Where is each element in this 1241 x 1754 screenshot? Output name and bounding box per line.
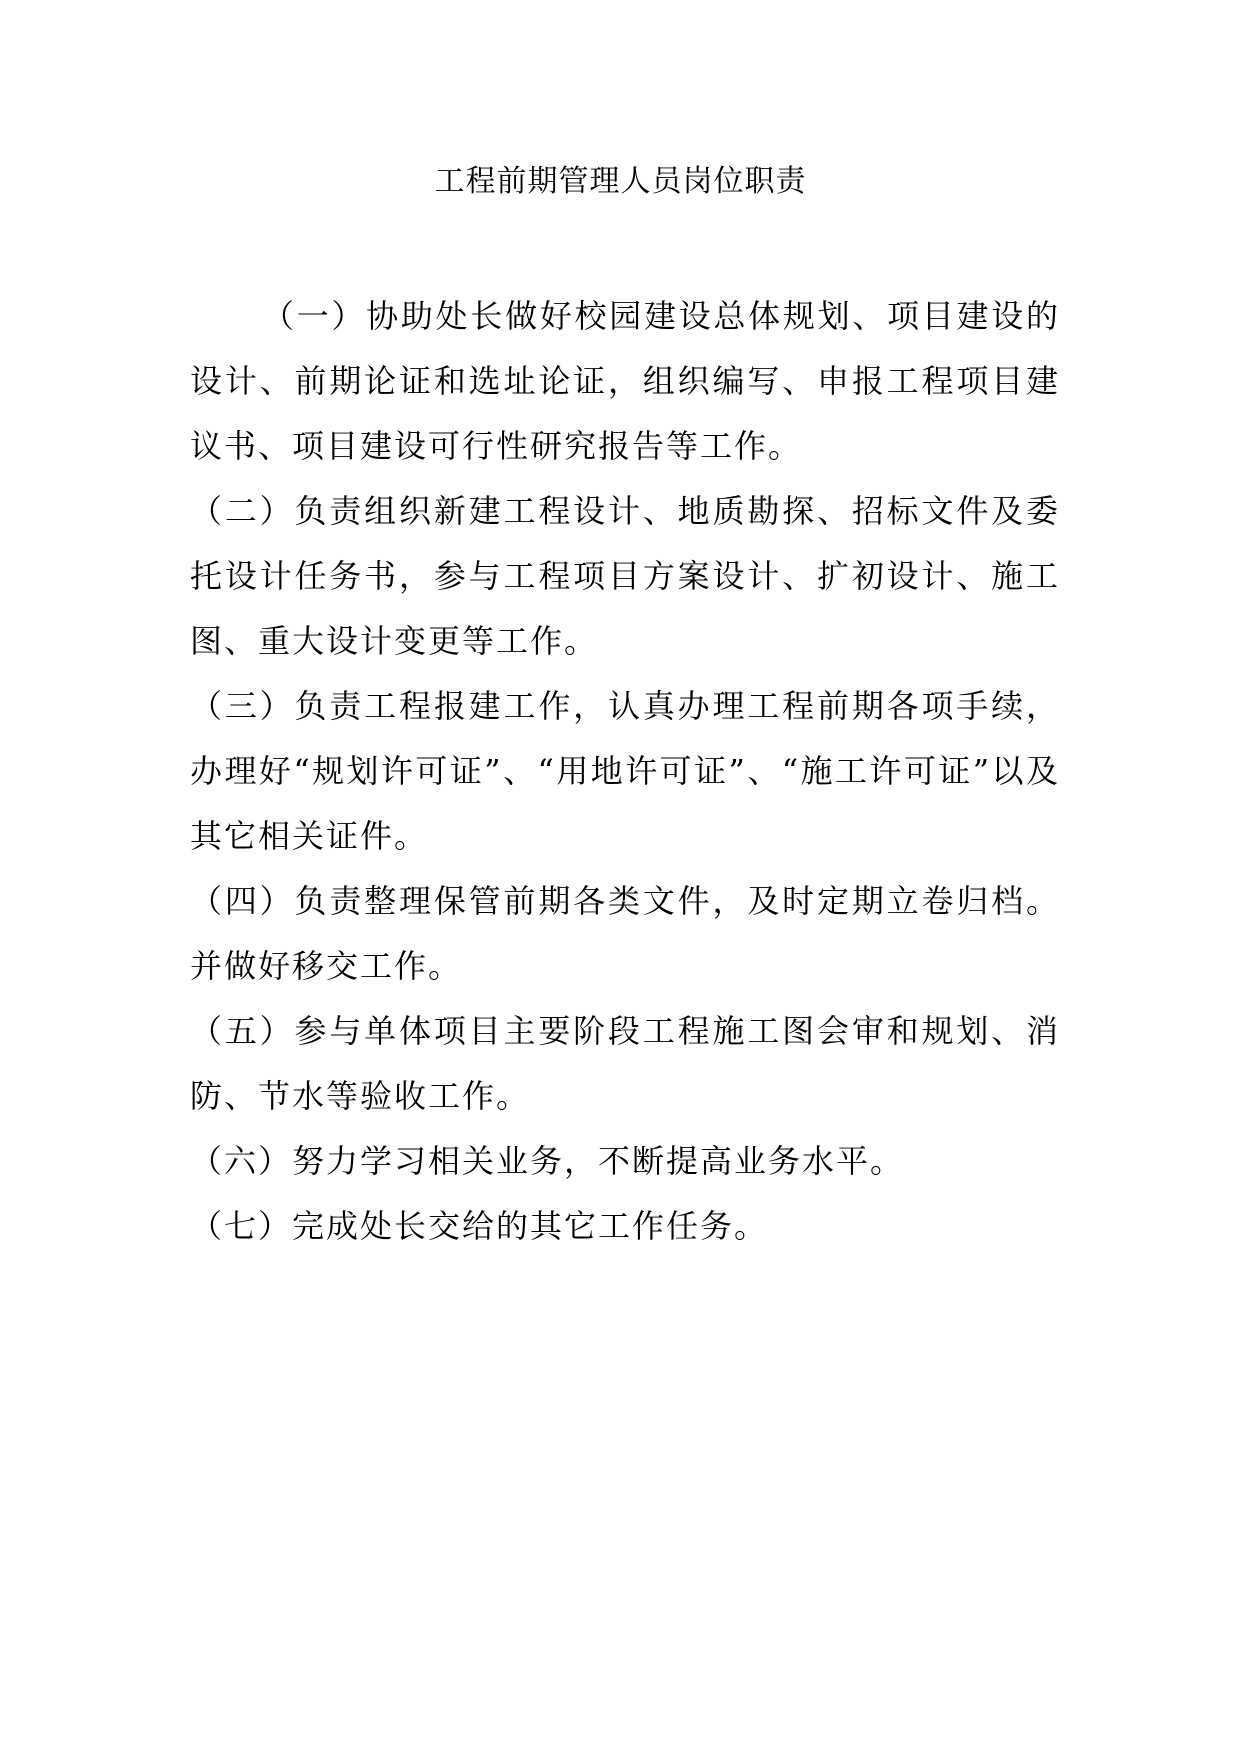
duty-item-3: （三）负责工程报建工作，认真办理工程前期各项手续，办理好“规划许可证”、“用地许可证”、“施工许可证”以及其它相关证件。 xyxy=(190,687,1060,855)
duty-item-7: （七）完成处长交给的其它工作任务。 xyxy=(190,1207,769,1245)
document-body xyxy=(190,284,1060,1259)
duty-item-6: （六）努力学习相关业务，不断提高业务水平。 xyxy=(190,1142,905,1180)
duty-item-1: （一）协助处长做好校园建设总体规划、项目建设的设计、前期论证和选址论证，组织编写、申报工程项目建议书、项目建设可行性研究报告等工作。 xyxy=(190,297,1060,465)
document-title: 工程前期管理人员岗位职责 xyxy=(434,164,807,199)
duty-item-5: （五）参与单体项目主要阶段工程施工图会审和规划、消防、节水等验收工作。 xyxy=(190,1012,1060,1115)
duty-item-4: （四）负责整理保管前期各类文件，及时定期立卷归档。并做好移交工作。 xyxy=(190,882,1060,985)
duty-item-2: （二）负责组织新建工程设计、地质勘探、招标文件及委托设计任务书，参与工程项目方案设计、扩初设计、施工图、重大设计变更等工作。 xyxy=(190,492,1060,660)
